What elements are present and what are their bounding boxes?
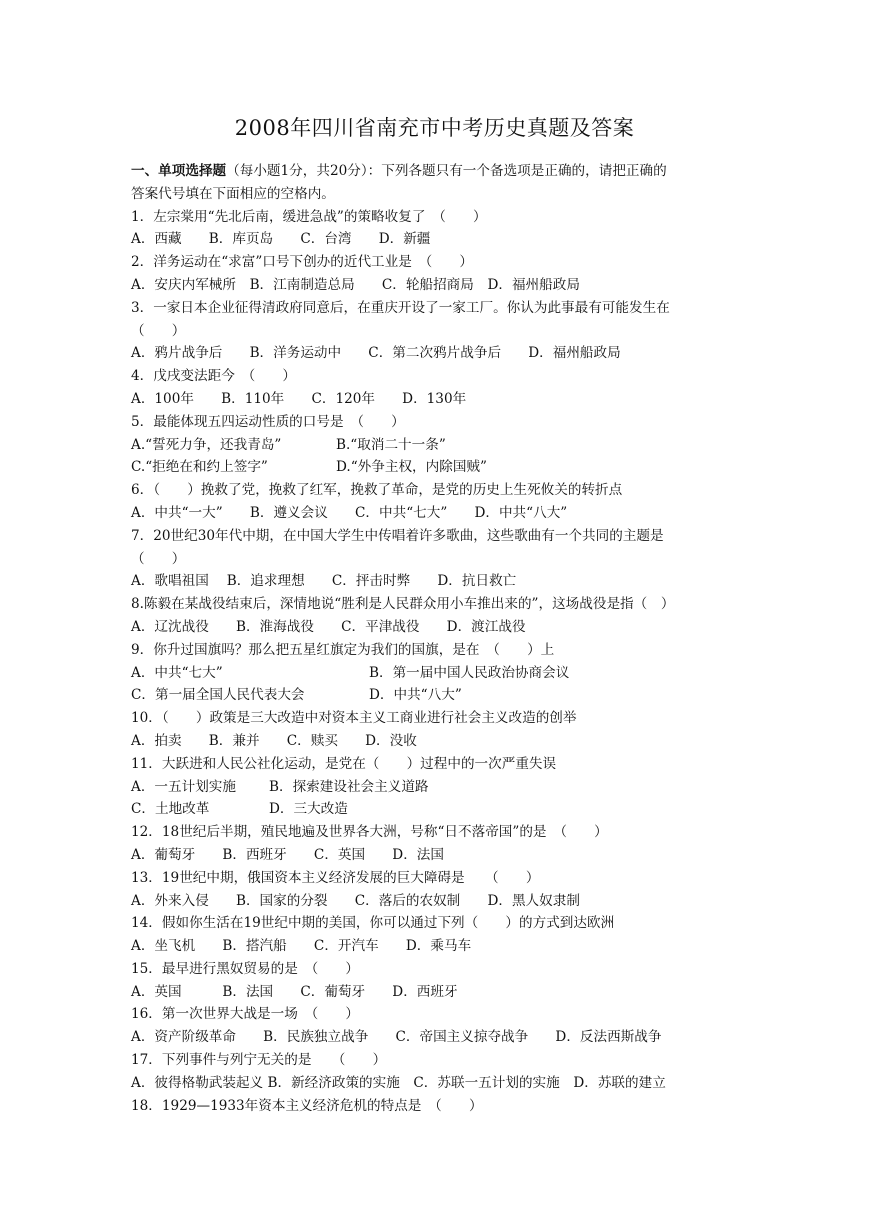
question-7-options: A．歌唱祖国 B．追求理想 C．抨击时弊 D．抗日救亡 xyxy=(131,573,517,590)
question-3-options: A．鸦片战争后 B．洋务运动中 C．第二次鸦片战争后 D．福州船政局 xyxy=(131,345,621,362)
question-list xyxy=(131,160,741,1117)
question-5-options-cd xyxy=(131,456,741,479)
question-4: 4．戊戌变法距今 （ ） xyxy=(131,368,296,385)
question-15-options: A．英国 B．法国 C．葡萄牙 D．西班牙 xyxy=(131,983,458,1000)
question-13-options: A．外来入侵 B．国家的分裂 C．落后的农奴制 D．黑人奴隶制 xyxy=(131,892,580,909)
section-instructions-cont: 答案代号填在下面相应的空格内。 xyxy=(131,185,335,202)
question-3: 3．一家日本企业征得清政府同意后，在重庆开设了一家工厂。你认为此事最有可能发生在 xyxy=(131,299,670,316)
question-9: 9．你升过国旗吗？那么把五星红旗定为我们的国旗，是在 （ ）上 xyxy=(131,641,555,658)
question-11-options-cd xyxy=(131,798,741,821)
option-c: C．第一届全国人民代表大会 xyxy=(131,687,305,704)
question-14-options: A．坐飞机 B．搭汽船 C．开汽车 D．乘马车 xyxy=(131,938,472,955)
question-10-options: A．拍卖 B．兼并 C．赎买 D．没收 xyxy=(131,732,417,749)
question-10: 10．（ ）政策是三大改造中对资本主义工商业进行社会主义改造的创举 xyxy=(131,710,577,727)
question-16-options: A．资产阶级革命 B．民族独立战争 C．帝国主义掠夺战争 D．反法西斯战争 xyxy=(131,1029,662,1046)
question-5: 5．最能体现五四运动性质的口号是 （ ） xyxy=(131,413,405,430)
question-4-options: A．100年 B．110年 C．120年 D．130年 xyxy=(131,390,467,407)
question-2-options: A．安庆内军械所 B．江南制造总局 C．轮船招商局 D．福州船政局 xyxy=(131,276,580,293)
question-9-options-ab xyxy=(131,662,741,685)
option-c: C.“拒绝在和约上签字” xyxy=(131,459,268,476)
option-b: B．第一届中国人民政治协商会议 xyxy=(369,664,570,681)
question-8-options: A．辽沈战役 B．淮海战役 C．平津战役 D．渡江战役 xyxy=(131,618,526,635)
question-1: 1．左宗棠用“先北后南，缓进急战”的策略收复了 （ ） xyxy=(131,208,487,225)
section-instructions: 一、单项选择题（每小题1分，共20分）：下列各题只有一个备选项是正确的，请把正确的 xyxy=(131,163,667,179)
question-5-options-ab xyxy=(131,434,741,457)
section-heading: 一、单项选择题 xyxy=(131,163,227,179)
question-11: 11．大跃进和人民公社化运动，是党在（ ）过程中的一次严重失误 xyxy=(131,755,557,772)
question-7-blank: （ ） xyxy=(131,550,186,567)
option-b: B．探索建设社会主义道路 xyxy=(269,778,429,795)
question-12: 12．18世纪后半期，殖民地遍及世界各大洲，号称“日不落帝国”的是 （ ） xyxy=(131,824,608,841)
question-18: 18．1929—1933年资本主义经济危机的特点是 （ ） xyxy=(131,1097,483,1114)
option-a: A．中共“七大” xyxy=(131,664,223,681)
option-d: D．中共“八大” xyxy=(369,687,462,704)
question-1-options: A．西藏 B．库页岛 C．台湾 D．新疆 xyxy=(131,231,431,248)
option-b: B.“取消二十一条” xyxy=(336,436,446,453)
option-c: C．土地改革 xyxy=(131,801,210,818)
page-title: 2008年四川省南充市中考历史真题及答案 xyxy=(234,116,635,140)
question-12-options: A．葡萄牙 B．西班牙 C．英国 D．法国 xyxy=(131,846,444,863)
question-9-options-cd xyxy=(131,684,741,707)
option-a: A．一五计划实施 xyxy=(131,778,236,795)
question-16: 16．第一次世界大战是一场 （ ） xyxy=(131,1006,359,1023)
question-6: 6．（ ）挽救了党，挽救了红军，挽救了革命，是党的历史上生死攸关的转折点 xyxy=(131,482,623,499)
question-14: 14．假如你生活在19世纪中期的美国，你可以通过下列（ ）的方式到达欧洲 xyxy=(131,915,615,932)
question-17: 17．下列事件与列宁无关的是 （ ） xyxy=(131,1052,387,1069)
question-13: 13．19世纪中期，俄国资本主义经济发展的巨大障碍是 （ ） xyxy=(131,869,540,886)
option-d: D.“外争主权，内除国贼” xyxy=(336,459,487,476)
question-2: 2．洋务运动在“求富”口号下创办的近代工业是 （ ） xyxy=(131,254,473,271)
question-8: 8.陈毅在某战役结束后，深情地说“胜利是人民群众用小车推出来的”，这场战役是指（ ） xyxy=(131,596,675,613)
question-3-blank: （ ） xyxy=(131,322,186,339)
question-7: 7．20世纪30年代中期，在中国大学生中传唱着许多歌曲，这些歌曲有一个共同的主题是 xyxy=(131,527,664,544)
question-11-options-ab xyxy=(131,776,741,799)
option-d: D．三大改造 xyxy=(269,801,348,818)
question-17-options: A．彼得格勒武装起义 B．新经济政策的实施 C．苏联一五计划的实施 D．苏联的建立 xyxy=(131,1074,666,1091)
question-6-options: A．中共“一大” B．遵义会议 C．中共“七大” D．中共“八大” xyxy=(131,504,568,521)
question-15: 15．最早进行黑奴贸易的是 （ ） xyxy=(131,960,359,977)
option-a: A.“誓死力争，还我青岛” xyxy=(131,436,282,453)
